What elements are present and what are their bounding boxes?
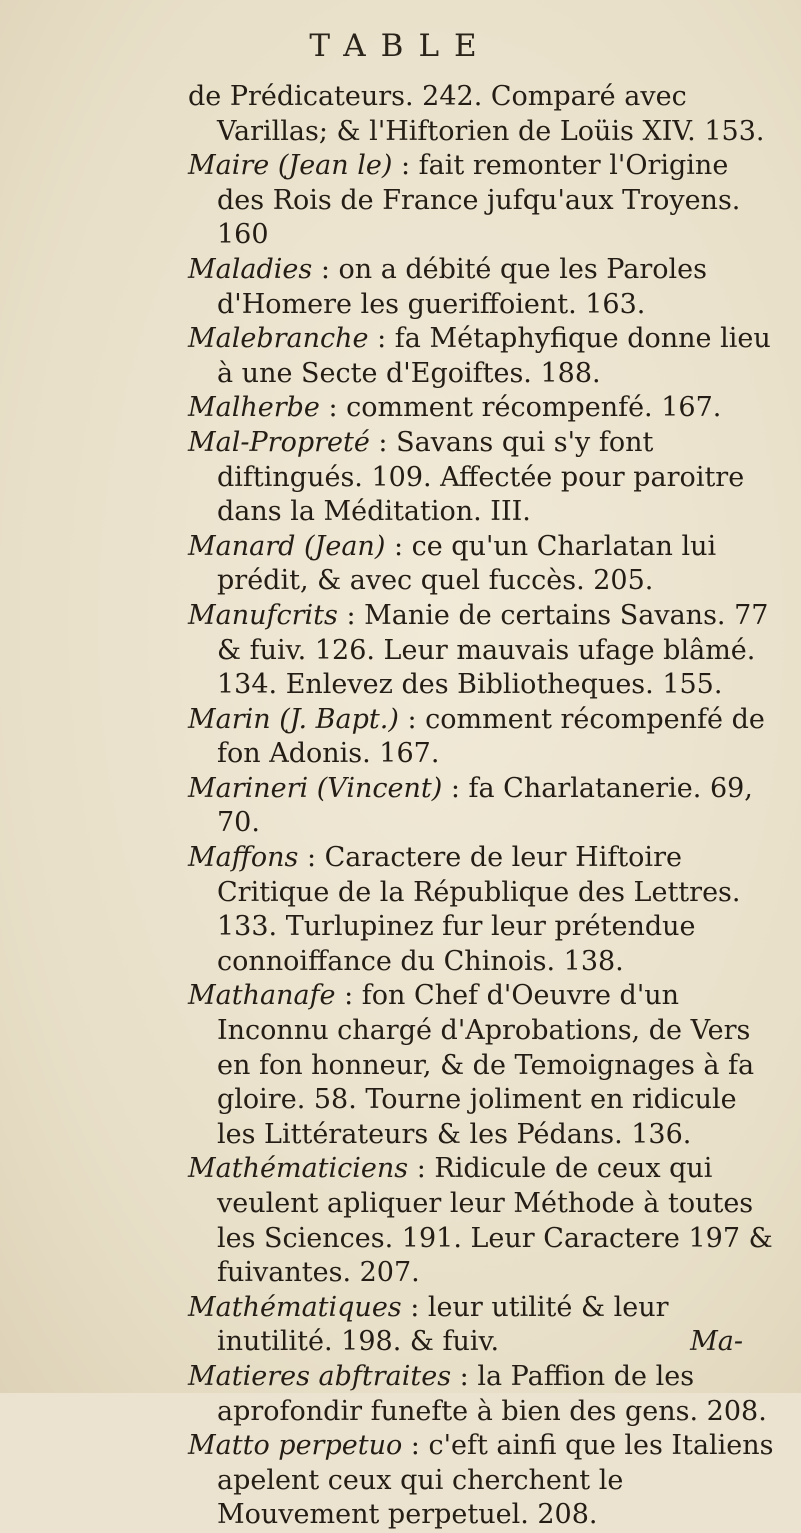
entry-headword: Manard (Jean) [188, 530, 386, 562]
index-entry [188, 1429, 778, 1533]
entry-headword: Marin (J. Bapt.) [188, 703, 399, 735]
entry-text: : Manie de certains Savans. 77 & fuiv. 126. Leur mauvais ufage blâmé. 134. Enlevez des Bibliotheques. 155. [217, 599, 769, 701]
index-entry [188, 1360, 778, 1429]
entry-text: : fa Charlatanerie. 69, 70. [217, 772, 753, 839]
entry-text: : fait remonter l'Origine des Rois de France jufqu'aux Troyens. 160 [217, 150, 741, 251]
entry-headword: Manufcrits [188, 599, 338, 631]
entry-headword: Malherbe [188, 392, 320, 424]
index-entry [188, 391, 778, 426]
index-entry [188, 253, 778, 322]
entry-headword: Mal-Propreté [188, 426, 370, 458]
entry-text: : fon Chef d'Oeuvre d'un Inconnu chargé d'Aprobations, de Vers en fon honneur, & de Temoignages à fa gloire. 58. Tourne joliment en ridicule les Littérateurs & les Pédans. 136. [217, 980, 755, 1150]
entry-text: : comment récompenfé de fon Adonis. 167. [217, 703, 765, 770]
entry-text: : on a débité que les Paroles d'Homere les gueriffoient. 163. [217, 253, 707, 320]
index-entry [188, 703, 778, 772]
index-entry [188, 530, 778, 599]
entry-text: : ce qu'un Charlatan lui prédit, & avec quel fuccès. 205. [217, 530, 717, 597]
page-header: TABLE [309, 28, 492, 64]
entry-headword: Mathanafe [188, 980, 336, 1012]
entry-headword: Marineri (Vincent) [188, 772, 443, 804]
entry-headword: Matto perpetuo [188, 1430, 403, 1462]
entry-text: : comment récompenfé. 167. [319, 392, 722, 424]
entry-text: : la Paffion de les aprofondir funefte à bien des gens. 208. [217, 1360, 767, 1427]
index-entry [188, 841, 778, 979]
entry-text: : fa Métaphyfique donne lieu à une Secte d'Egoiftes. 188. [217, 323, 771, 389]
entry-headword: Matieres abftraites [188, 1360, 452, 1392]
index-entry [188, 599, 778, 703]
entry-text: : c'eft ainfi que les Italiens apelent ceux qui cherchent le Mouvement perpetuel. 208. [217, 1430, 774, 1531]
index-entry [188, 322, 778, 391]
entry-text: : leur utilité & leur inutilité. 198. & fuiv. [217, 1291, 669, 1358]
entry-text: : Caractere de leur Hiftoire Critique de la République des Lettres. 133. Turlupinez fur leur prétendue connoiffance du Chinois. 138. [217, 842, 741, 977]
entry-headword: Maladies [188, 253, 313, 285]
entry-text: de Prédicateurs. 242. Comparé avec Varillas; & l'Hiftorien de Loüis XIV. 153. [188, 81, 765, 147]
entry-headword: Maffons [188, 842, 299, 874]
entry-headword: Mathématiques [188, 1291, 402, 1323]
index-entries [188, 80, 778, 1533]
index-entry [188, 80, 778, 149]
index-entry [188, 772, 778, 841]
index-entry [188, 149, 778, 253]
entry-headword: Maire (Jean le) [188, 150, 393, 182]
index-entry [188, 1152, 778, 1290]
index-entry [188, 426, 778, 530]
catchword: Ma- [690, 1326, 743, 1357]
entry-headword: Malebranche [188, 323, 369, 355]
entry-headword: Mathématiciens [188, 1153, 409, 1185]
entry-text: : Savans qui s'y font diftingués. 109. Affectée pour paroitre dans la Méditation. III. [217, 426, 745, 528]
index-entry [188, 979, 778, 1152]
entry-text: : Ridicule de ceux qui veulent apliquer leur Méthode à toutes les Sciences. 191. Leur Caractere 197 & fuivantes. 207. [217, 1153, 773, 1289]
